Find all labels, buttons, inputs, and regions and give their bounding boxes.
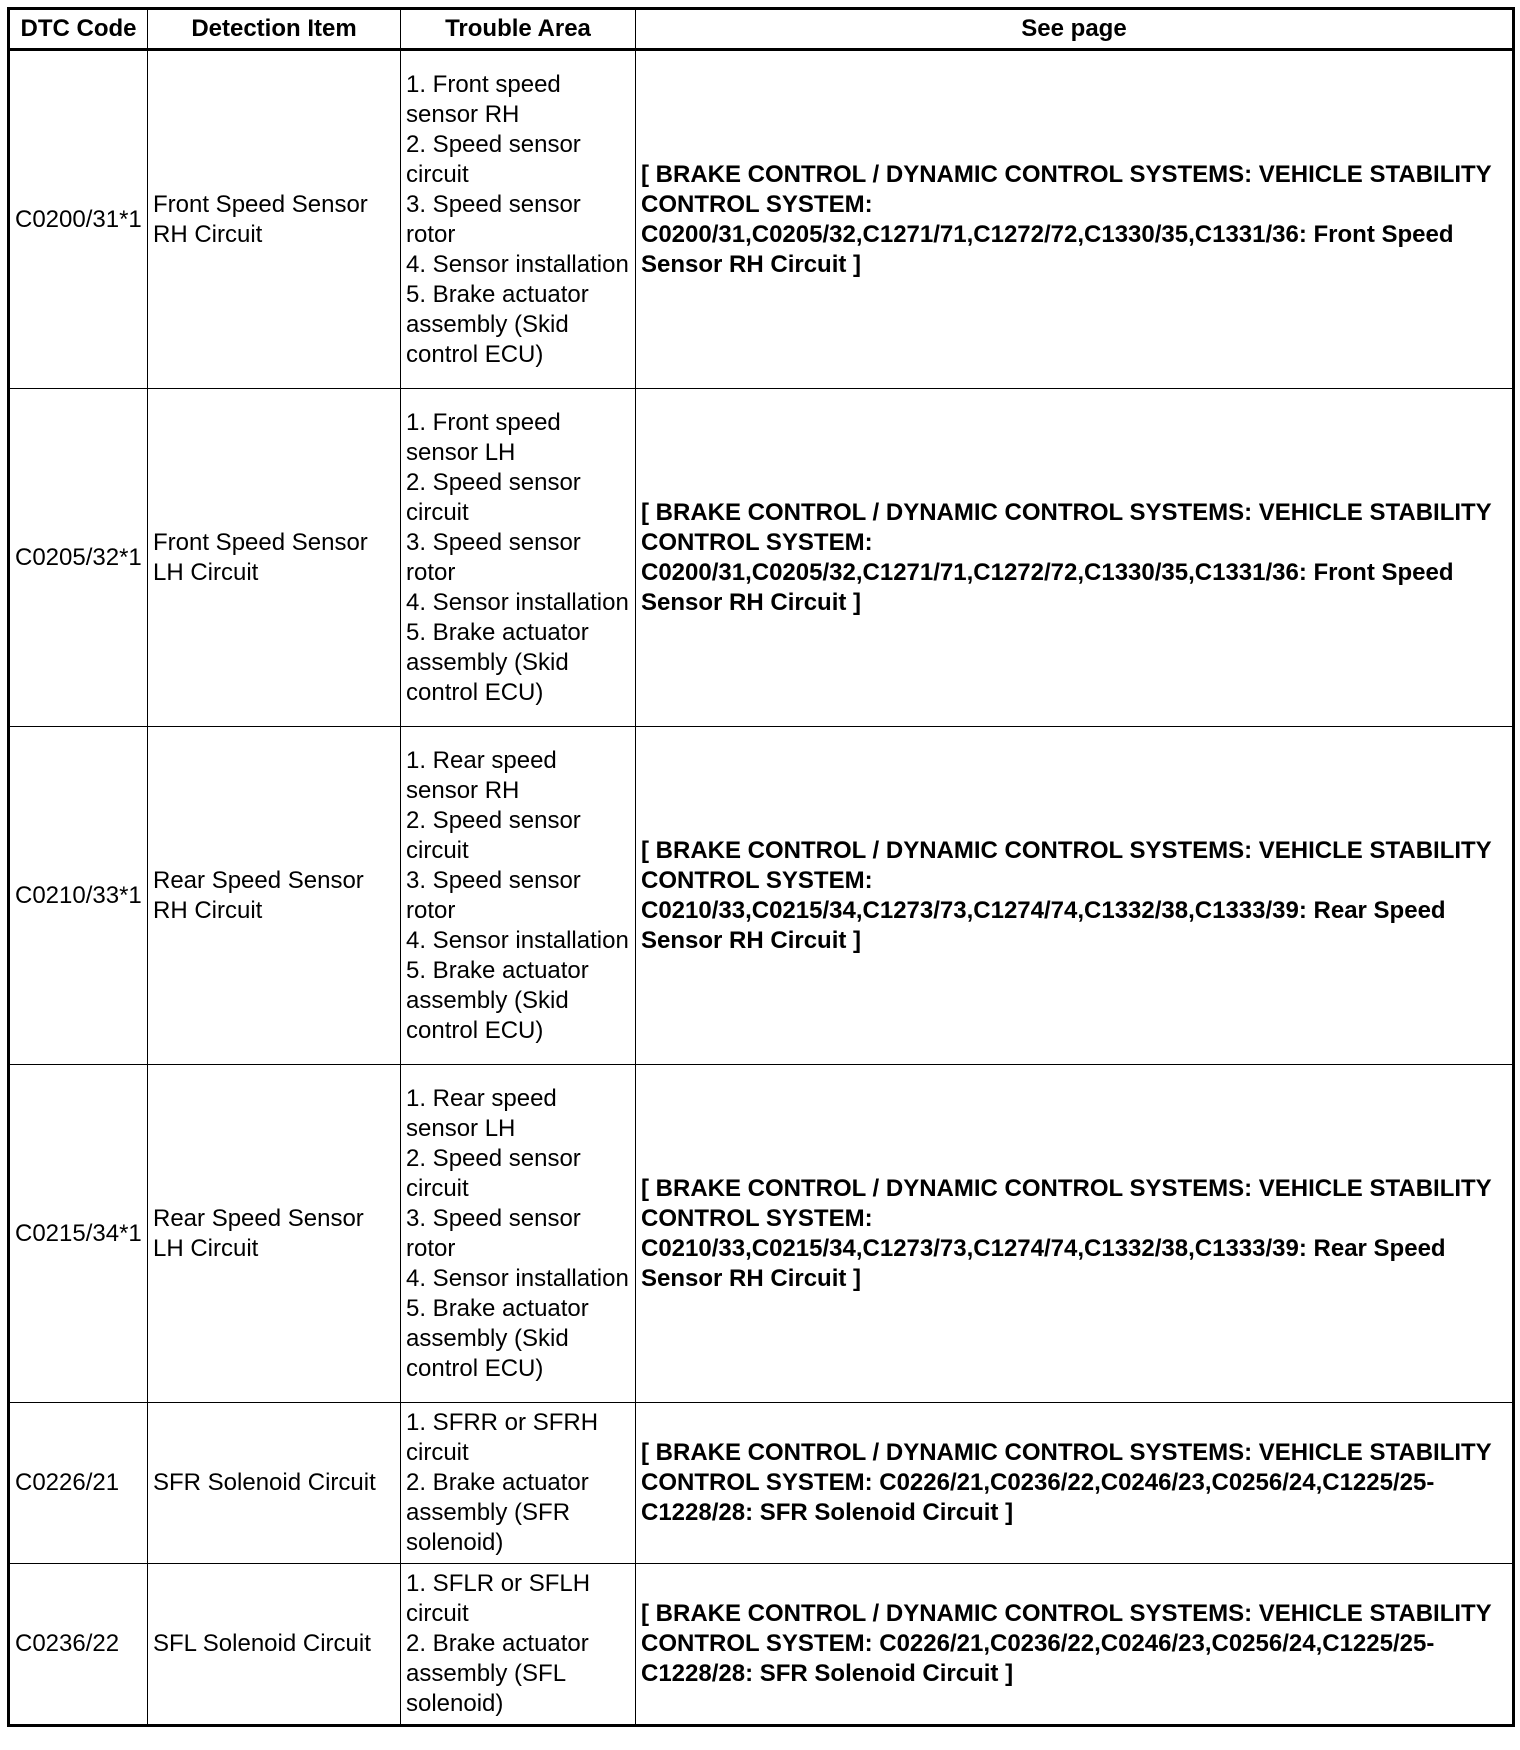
dtc-code: C0226/21 xyxy=(9,1403,148,1564)
see-page-reference: [ BRAKE CONTROL / DYNAMIC CONTROL SYSTEMS: VEHICLE STABILITY CONTROL SYSTEM: C0200/31,C0205/32,C1271/71,C1272/72,C1330/35,C1331/36: Front Speed Sensor RH Circuit ] xyxy=(636,50,1514,389)
table-row xyxy=(9,1065,1514,1403)
dtc-code: C0215/34*1 xyxy=(9,1065,148,1403)
trouble-area-item: 2. Speed sensor circuit xyxy=(406,1144,581,1202)
trouble-area-item: 3. Speed sensor rotor xyxy=(406,528,581,586)
table-row xyxy=(9,1564,1514,1726)
dtc-table xyxy=(7,7,1515,1727)
trouble-area-item: 2. Brake actuator assembly (SFL solenoid) xyxy=(406,1630,589,1717)
header-dtc-code: DTC Code xyxy=(9,9,148,50)
trouble-area-item: 4. Sensor installation xyxy=(406,588,629,616)
trouble-area-item: 5. Brake actuator assembly (Skid control ECU) xyxy=(406,1294,589,1382)
dtc-code: C0200/31*1 xyxy=(9,50,148,389)
dtc-code: C0205/32*1 xyxy=(9,389,148,727)
trouble-area xyxy=(401,1065,636,1403)
trouble-area-item: 5. Brake actuator assembly (Skid control ECU) xyxy=(406,618,589,706)
trouble-area xyxy=(401,50,636,389)
trouble-area xyxy=(401,389,636,727)
trouble-area-item: 1. SFRR or SFRH circuit xyxy=(406,1409,599,1466)
detection-item: SFL Solenoid Circuit xyxy=(148,1564,401,1726)
trouble-area-item: 4. Sensor installation xyxy=(406,1264,629,1292)
detection-item: SFR Solenoid Circuit xyxy=(148,1403,401,1564)
see-page-reference: [ BRAKE CONTROL / DYNAMIC CONTROL SYSTEMS: VEHICLE STABILITY CONTROL SYSTEM: C0226/21,C0236/22,C0246/23,C0256/24,C1225/25-C1228/28: SFR Solenoid Circuit ] xyxy=(636,1403,1514,1564)
trouble-area xyxy=(401,1564,636,1726)
dtc-code: C0210/33*1 xyxy=(9,727,148,1065)
header-trouble-area: Trouble Area xyxy=(401,9,636,50)
see-page-reference: [ BRAKE CONTROL / DYNAMIC CONTROL SYSTEMS: VEHICLE STABILITY CONTROL SYSTEM: C0210/33,C0215/34,C1273/73,C1274/74,C1332/38,C1333/39: Rear Speed Sensor RH Circuit ] xyxy=(636,727,1514,1065)
detection-item: Rear Speed Sensor LH Circuit xyxy=(148,1065,401,1403)
see-page-reference: [ BRAKE CONTROL / DYNAMIC CONTROL SYSTEMS: VEHICLE STABILITY CONTROL SYSTEM: C0226/21,C0236/22,C0246/23,C0256/24,C1225/25-C1228/28: SFR Solenoid Circuit ] xyxy=(636,1564,1514,1726)
detection-item: Front Speed Sensor RH Circuit xyxy=(148,50,401,389)
header-see-page: See page xyxy=(636,9,1514,50)
trouble-area-item: 2. Speed sensor circuit xyxy=(406,806,581,864)
trouble-area xyxy=(401,1403,636,1564)
trouble-area-item: 1. Front speed sensor LH xyxy=(406,408,561,466)
trouble-area-item: 1. Front speed sensor RH xyxy=(406,70,561,128)
trouble-area-item: 3. Speed sensor rotor xyxy=(406,1204,581,1262)
trouble-area-item: 3. Speed sensor rotor xyxy=(406,190,581,248)
header-row xyxy=(9,9,1514,50)
see-page-reference: [ BRAKE CONTROL / DYNAMIC CONTROL SYSTEMS: VEHICLE STABILITY CONTROL SYSTEM: C0210/33,C0215/34,C1273/73,C1274/74,C1332/38,C1333/39: Rear Speed Sensor RH Circuit ] xyxy=(636,1065,1514,1403)
table-row xyxy=(9,389,1514,727)
trouble-area-item: 4. Sensor installation xyxy=(406,926,629,954)
trouble-area-item: 5. Brake actuator assembly (Skid control ECU) xyxy=(406,956,589,1044)
table-row xyxy=(9,50,1514,389)
trouble-area-item: 2. Speed sensor circuit xyxy=(406,468,581,526)
trouble-area-item: 2. Speed sensor circuit xyxy=(406,130,581,188)
trouble-area-item: 1. SFLR or SFLH circuit xyxy=(406,1570,591,1627)
trouble-area-item: 1. Rear speed sensor RH xyxy=(406,746,557,804)
trouble-area-item: 2. Brake actuator assembly (SFR solenoid) xyxy=(406,1469,589,1556)
dtc-code: C0236/22 xyxy=(9,1564,148,1726)
trouble-area-item: 1. Rear speed sensor LH xyxy=(406,1084,557,1142)
header-detection-item: Detection Item xyxy=(148,9,401,50)
trouble-area-item: 3. Speed sensor rotor xyxy=(406,866,581,924)
trouble-area-item: 5. Brake actuator assembly (Skid control ECU) xyxy=(406,280,589,368)
trouble-area xyxy=(401,727,636,1065)
table-row xyxy=(9,727,1514,1065)
see-page-reference: [ BRAKE CONTROL / DYNAMIC CONTROL SYSTEMS: VEHICLE STABILITY CONTROL SYSTEM: C0200/31,C0205/32,C1271/71,C1272/72,C1330/35,C1331/36: Front Speed Sensor RH Circuit ] xyxy=(636,389,1514,727)
table-row xyxy=(9,1403,1514,1564)
detection-item: Rear Speed Sensor RH Circuit xyxy=(148,727,401,1065)
detection-item: Front Speed Sensor LH Circuit xyxy=(148,389,401,727)
trouble-area-item: 4. Sensor installation xyxy=(406,250,629,278)
